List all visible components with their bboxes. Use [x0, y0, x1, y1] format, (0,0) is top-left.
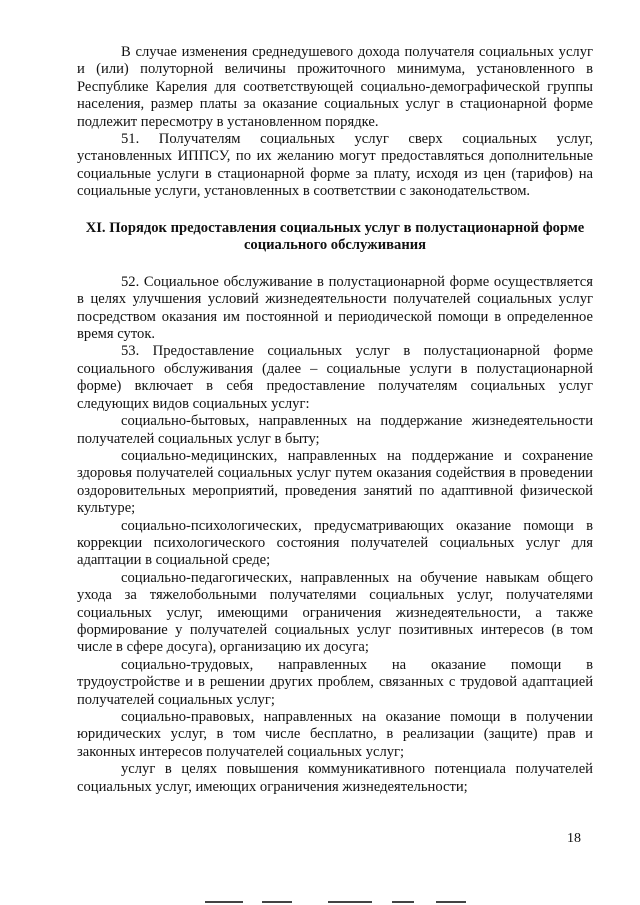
list-item-socialno-bytovye: социально-бытовых, направленных на поддержание жизнедеятельности получателей социальных услуг в быту;: [77, 413, 593, 447]
scan-edge-mark: [262, 901, 292, 903]
scan-edge-mark: [205, 901, 243, 903]
paragraph-51: 51. Получателям социальных услуг сверх социальных услуг, установленных ИППСУ, по их желанию могут предоставляться дополнительные социальные услуги в стационарной форме за плату, исходя из цен (тарифов) на социальные услуги, установленных в соответствии с законодательством.: [77, 131, 593, 200]
page-number: 18: [567, 831, 581, 846]
scan-edge-mark: [328, 901, 372, 903]
paragraph-52: 52. Социальное обслуживание в полустационарной форме осуществляется в целях улучшения условий жизнедеятельности получателей социальных услуг посредством оказания им постоянной и периодической помощи в определенное время суток.: [77, 273, 593, 343]
section-heading-line-2: социального обслуживания: [243, 237, 427, 254]
paragraph-53: 53. Предоставление социальных услуг в полустационарной форме социального обслуживания (далее – социальные услуги в полустационарной форме) включает в себя предоставление получателям социальных услуг следующих видов социальных услуг:: [77, 343, 593, 412]
scan-edge-mark: [392, 901, 414, 903]
list-item-socialno-pedagogicheskie: социально-педагогических, направленных на обучение навыкам общего ухода за тяжелобольными получателями социальных услуг, получателями социальных услуг, имеющими ограничения жизнедеятельности, а также формирование у получателей социальных услуг позитивных интересов (в том числе в сфере досуга), организацию их досуга;: [77, 569, 593, 656]
section-heading-line-1: XI. Порядок предоставления социальных услуг в полустационарной форме: [85, 219, 585, 236]
list-item-socialno-trudovye: социально-трудовых, направленных на оказание помощи в трудоустройстве и в решении других проблем, связанных с трудовой адаптацией получателей социальных услуг;: [77, 656, 593, 708]
section-heading: [77, 220, 593, 255]
document-body: [77, 44, 593, 796]
scan-edge-mark: [436, 901, 466, 903]
paragraph-plata-revision: В случае изменения среднедушевого дохода получателя социальных услуг и (или) полуторной величины прожиточного минимума, установленного в Республике Карелия для соответствующей социально-демографической группы населения, размер платы за оказание социальных услуг в стационарной форме подлежит пересмотру в установленном порядке.: [77, 44, 593, 130]
list-item-kommunikativnye: услуг в целях повышения коммуникативного потенциала получателей социальных услуг, имеющих ограничения жизнедеятельности;: [77, 761, 593, 795]
list-item-socialno-pravovye: социально-правовых, направленных на оказание помощи в получении юридических услуг, в том числе бесплатно, в реализации (защите) прав и законных интересов получателей социальных услуг;: [77, 709, 593, 760]
list-item-socialno-medicinskie: социально-медицинских, направленных на поддержание и сохранение здоровья получателей социальных услуг путем оказания содействия в проведении оздоровительных мероприятий, проведения занятий по адаптивной физической культуре;: [77, 447, 593, 517]
list-item-socialno-psihologicheskie: социально-психологических, предусматривающих оказание помощи в коррекции психологического состояния получателей социальных услуг для адаптации в социальной среде;: [77, 517, 593, 569]
